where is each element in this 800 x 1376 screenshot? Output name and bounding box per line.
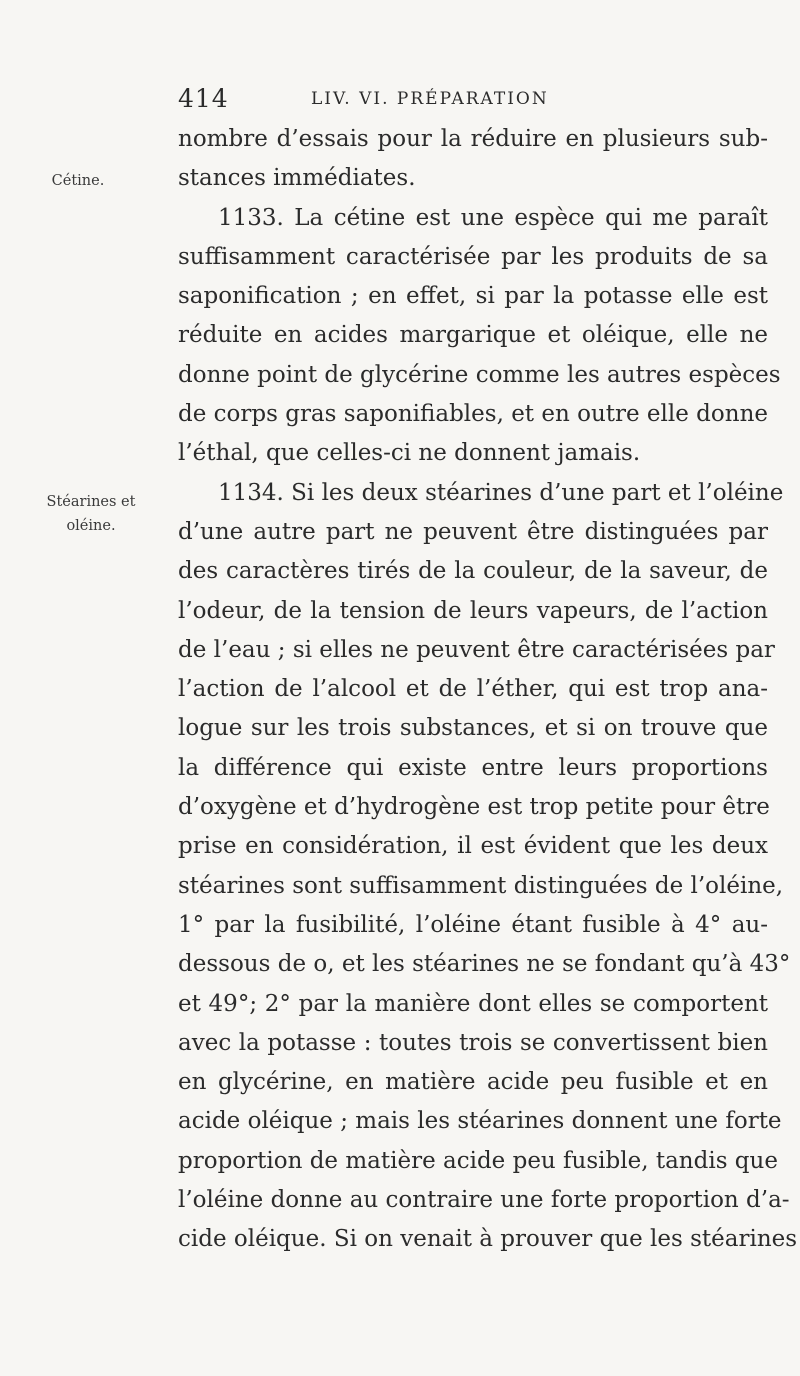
text-line: cide oléique. Si on venait à prouver que les stéarines <box>178 1226 798 1253</box>
running-head: LIV. VI. PRÉPARATION <box>311 89 549 109</box>
text-line: 1133. La cétine est une espèce qui me paraît <box>218 204 768 231</box>
text-line: l’odeur, de la tension de leurs vapeurs, de l’action <box>178 597 768 624</box>
text-line: proportion de matière acide peu fusible, tandis que <box>178 1147 778 1174</box>
text-line: prise en considération, il est évident que les deux <box>178 833 768 860</box>
text-line: dessous de o, et les stéarines ne se fondant qu’à 43° <box>178 951 791 978</box>
margin-note-cetine <box>28 169 128 193</box>
text-line: l’oléine donne au contraire une forte proportion d’a- <box>178 1187 790 1214</box>
text-line: de l’eau ; si elles ne peuvent être caractérisées par <box>178 636 775 663</box>
text-line: de corps gras saponifiables, et en outre elle donne <box>178 401 768 428</box>
margin-note-cetine-text: Cétine. <box>51 173 105 189</box>
body-text <box>178 120 798 1260</box>
text-line: 1° par la fusibilité, l’oléine étant fusible à 4° au- <box>178 911 768 938</box>
text-line: saponification ; en effet, si par la potasse elle est <box>178 283 768 310</box>
text-line: stéarines sont suffisamment distinguées de l’oléine, <box>178 872 784 899</box>
text-line: l’action de l’alcool et de l’éther, qui est trop ana- <box>178 676 768 703</box>
text-line: l’éthal, que celles-ci ne donnent jamais. <box>178 440 641 467</box>
page-number: 414 <box>178 84 229 113</box>
text-line: en glycérine, en matière acide peu fusible et en <box>178 1069 768 1096</box>
text-line: des caractères tirés de la couleur, de la saveur, de <box>178 558 768 585</box>
margin-note-stearines <box>26 490 156 538</box>
text-line: logue sur les trois substances, et si on trouve que <box>178 715 768 742</box>
text-line: et 49°; 2° par la manière dont elles se comportent <box>178 990 768 1017</box>
text-line: donne point de glycérine comme les autres espèces <box>178 361 781 388</box>
text-line: la différence qui existe entre leurs proportions <box>178 754 768 781</box>
text-line: acide oléique ; mais les stéarines donnent une forte <box>178 1108 782 1135</box>
margin-note-stearines-line2: oléine. <box>66 518 116 534</box>
text-line: avec la potasse : toutes trois se convertissent bien <box>178 1029 768 1056</box>
page-header <box>178 80 738 116</box>
margin-note-stearines-line1: Stéarines et <box>46 494 136 510</box>
text-line: réduite en acides margarique et oléique, elle ne <box>178 322 768 349</box>
text-line: d’oxygène et d’hydrogène est trop petite pour être <box>178 794 770 821</box>
text-line: 1134. Si les deux stéarines d’une part et l’oléine <box>218 479 784 506</box>
text-line: nombre d’essais pour la réduire en plusieurs sub- <box>178 126 768 152</box>
text-line: stances immédiates. <box>178 165 416 192</box>
text-line: d’une autre part ne peuvent être distinguées par <box>178 518 768 545</box>
text-line: suffisamment caractérisée par les produits de sa <box>178 243 768 270</box>
